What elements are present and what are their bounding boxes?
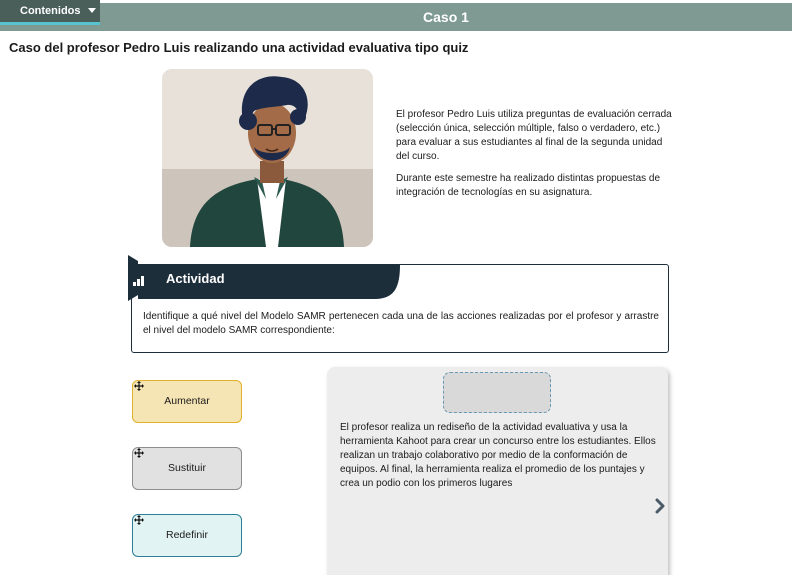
bar-chart-icon xyxy=(132,273,146,287)
chevron-right-icon xyxy=(652,498,668,514)
chevron-down-icon xyxy=(88,8,96,13)
case-card-text: El profesor realiza un rediseño de la actividad evaluativa y usa la herramienta Kahoot para crear un concurso entre los estudiantes. Ellos realizan un trabajo colaborativo por medio de la conformación de equipos. Al final, la herramienta realiza el promedio de los puntajes y crea un podio con los primeros lugares xyxy=(340,422,656,489)
intro-paragraph-1: El profesor Pedro Luis utiliza preguntas de evaluación cerrada (selección única, selección múltiple, falso o verdadero, etc.) para evaluar a sus estudiantes al final de la segunda unidad del curso. xyxy=(396,109,672,162)
option-sustituir[interactable] xyxy=(132,447,242,490)
activity-heading: Actividad xyxy=(166,271,225,286)
option-label: Redefinir xyxy=(165,529,209,541)
option-aumentar[interactable] xyxy=(132,380,242,423)
menu-underline xyxy=(0,22,100,25)
professor-illustration xyxy=(162,69,373,247)
move-icon xyxy=(134,448,144,458)
activity-instructions: Identifique a qué nivel del Modelo SAMR pertenecen cada una de las acciones realizadas por el profesor y arrastre el nivel del modelo SAMR correspondiente: xyxy=(143,311,659,336)
intro-paragraph-2: Durante este semestre ha realizado distintas propuestas de integración de tecnologías en su asignatura. xyxy=(396,173,661,198)
contents-menu-label: Contenidos xyxy=(20,5,81,17)
contents-menu-button[interactable] xyxy=(0,0,100,22)
top-bar xyxy=(0,0,800,34)
drop-zone[interactable] xyxy=(443,372,551,413)
next-card-button[interactable] xyxy=(652,498,668,514)
page-title: Caso del profesor Pedro Luis realizando una actividad evaluativa tipo quiz xyxy=(9,40,469,55)
option-label: Aumentar xyxy=(164,395,210,407)
option-redefinir[interactable] xyxy=(132,514,242,557)
page-header-title: Caso 1 xyxy=(423,9,469,25)
intro-text xyxy=(396,108,672,200)
option-label: Sustituir xyxy=(168,462,206,474)
activity-tab xyxy=(124,253,401,303)
move-icon xyxy=(134,381,144,391)
move-icon xyxy=(134,515,144,525)
